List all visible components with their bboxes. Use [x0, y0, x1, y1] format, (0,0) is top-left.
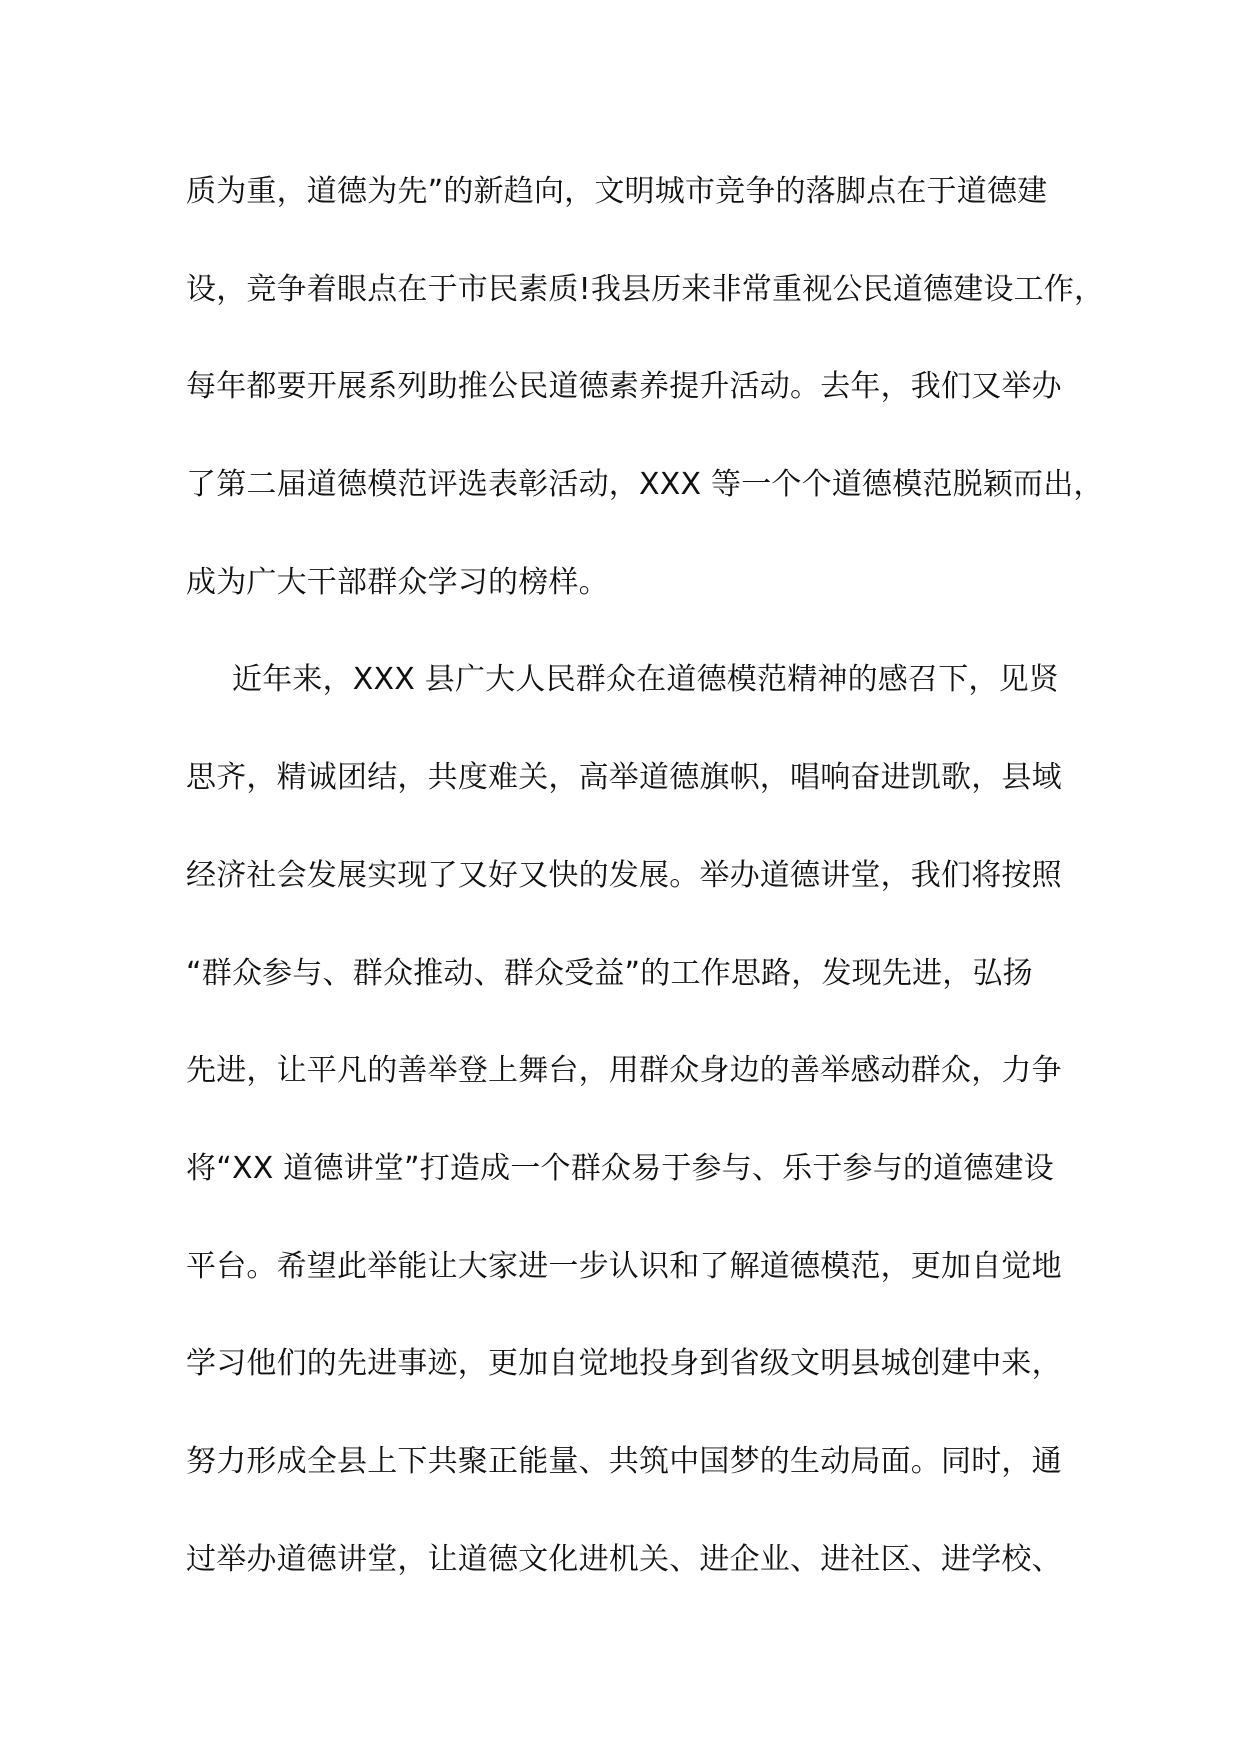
text-line-14: 努力形成全县上下共聚正能量、共筑中国梦的生动局面。同时，通 — [186, 1443, 1062, 1479]
text-line-12: 平台。希望此举能让大家进一步认识和了解道德模范，更加自觉地 — [186, 1248, 1062, 1284]
text-line-3: 每年都要开展系列助推公民道德素养提升活动。去年，我们又举办 — [186, 369, 1062, 405]
text-line-13: 学习他们的先进事迹，更加自觉地投身到省级文明县城创建中来， — [186, 1346, 1062, 1382]
text-line-2: 设，竞争着眼点在于市民素质!我县历来非常重视公民道德建设工作， — [186, 271, 1105, 307]
text-line-5: 成为广大干部群众学习的榜样。 — [186, 564, 609, 600]
text-line-4: 了第二届道德模范评选表彰活动，XXX 等一个个道德模范脱颖而出， — [186, 467, 1104, 503]
text-line-9: “群众参与、群众推动、群众受益”的工作思路，发现先进，弘扬 — [186, 955, 1033, 991]
body-text — [186, 167, 1105, 1632]
text-line-15: 过举办道德讲堂，让道德文化进机关、进企业、进社区、进学校、 — [186, 1541, 1062, 1577]
text-line-1: 质为重，道德为先”的新趋向，文明城市竞争的落脚点在于道德建 — [186, 174, 1048, 209]
text-line-7: 思齐，精诚团结，共度难关，高举道德旗帜，唱响奋进凯歌，县域 — [186, 760, 1062, 796]
text-line-8: 经济社会发展实现了又好又快的发展。举办道德讲堂，我们将按照 — [186, 857, 1062, 893]
text-line-11: 将“XX 道德讲堂”打造成一个群众易于参与、乐于参与的道德建设 — [186, 1150, 1054, 1186]
text-line-10: 先进，让平凡的善举登上舞台，用群众身边的善举感动群众，力争 — [186, 1053, 1062, 1089]
paragraph-start-line: 近年来，XXX 县广大人民群众在道德模范精神的感召下，见贤 — [232, 662, 1059, 698]
